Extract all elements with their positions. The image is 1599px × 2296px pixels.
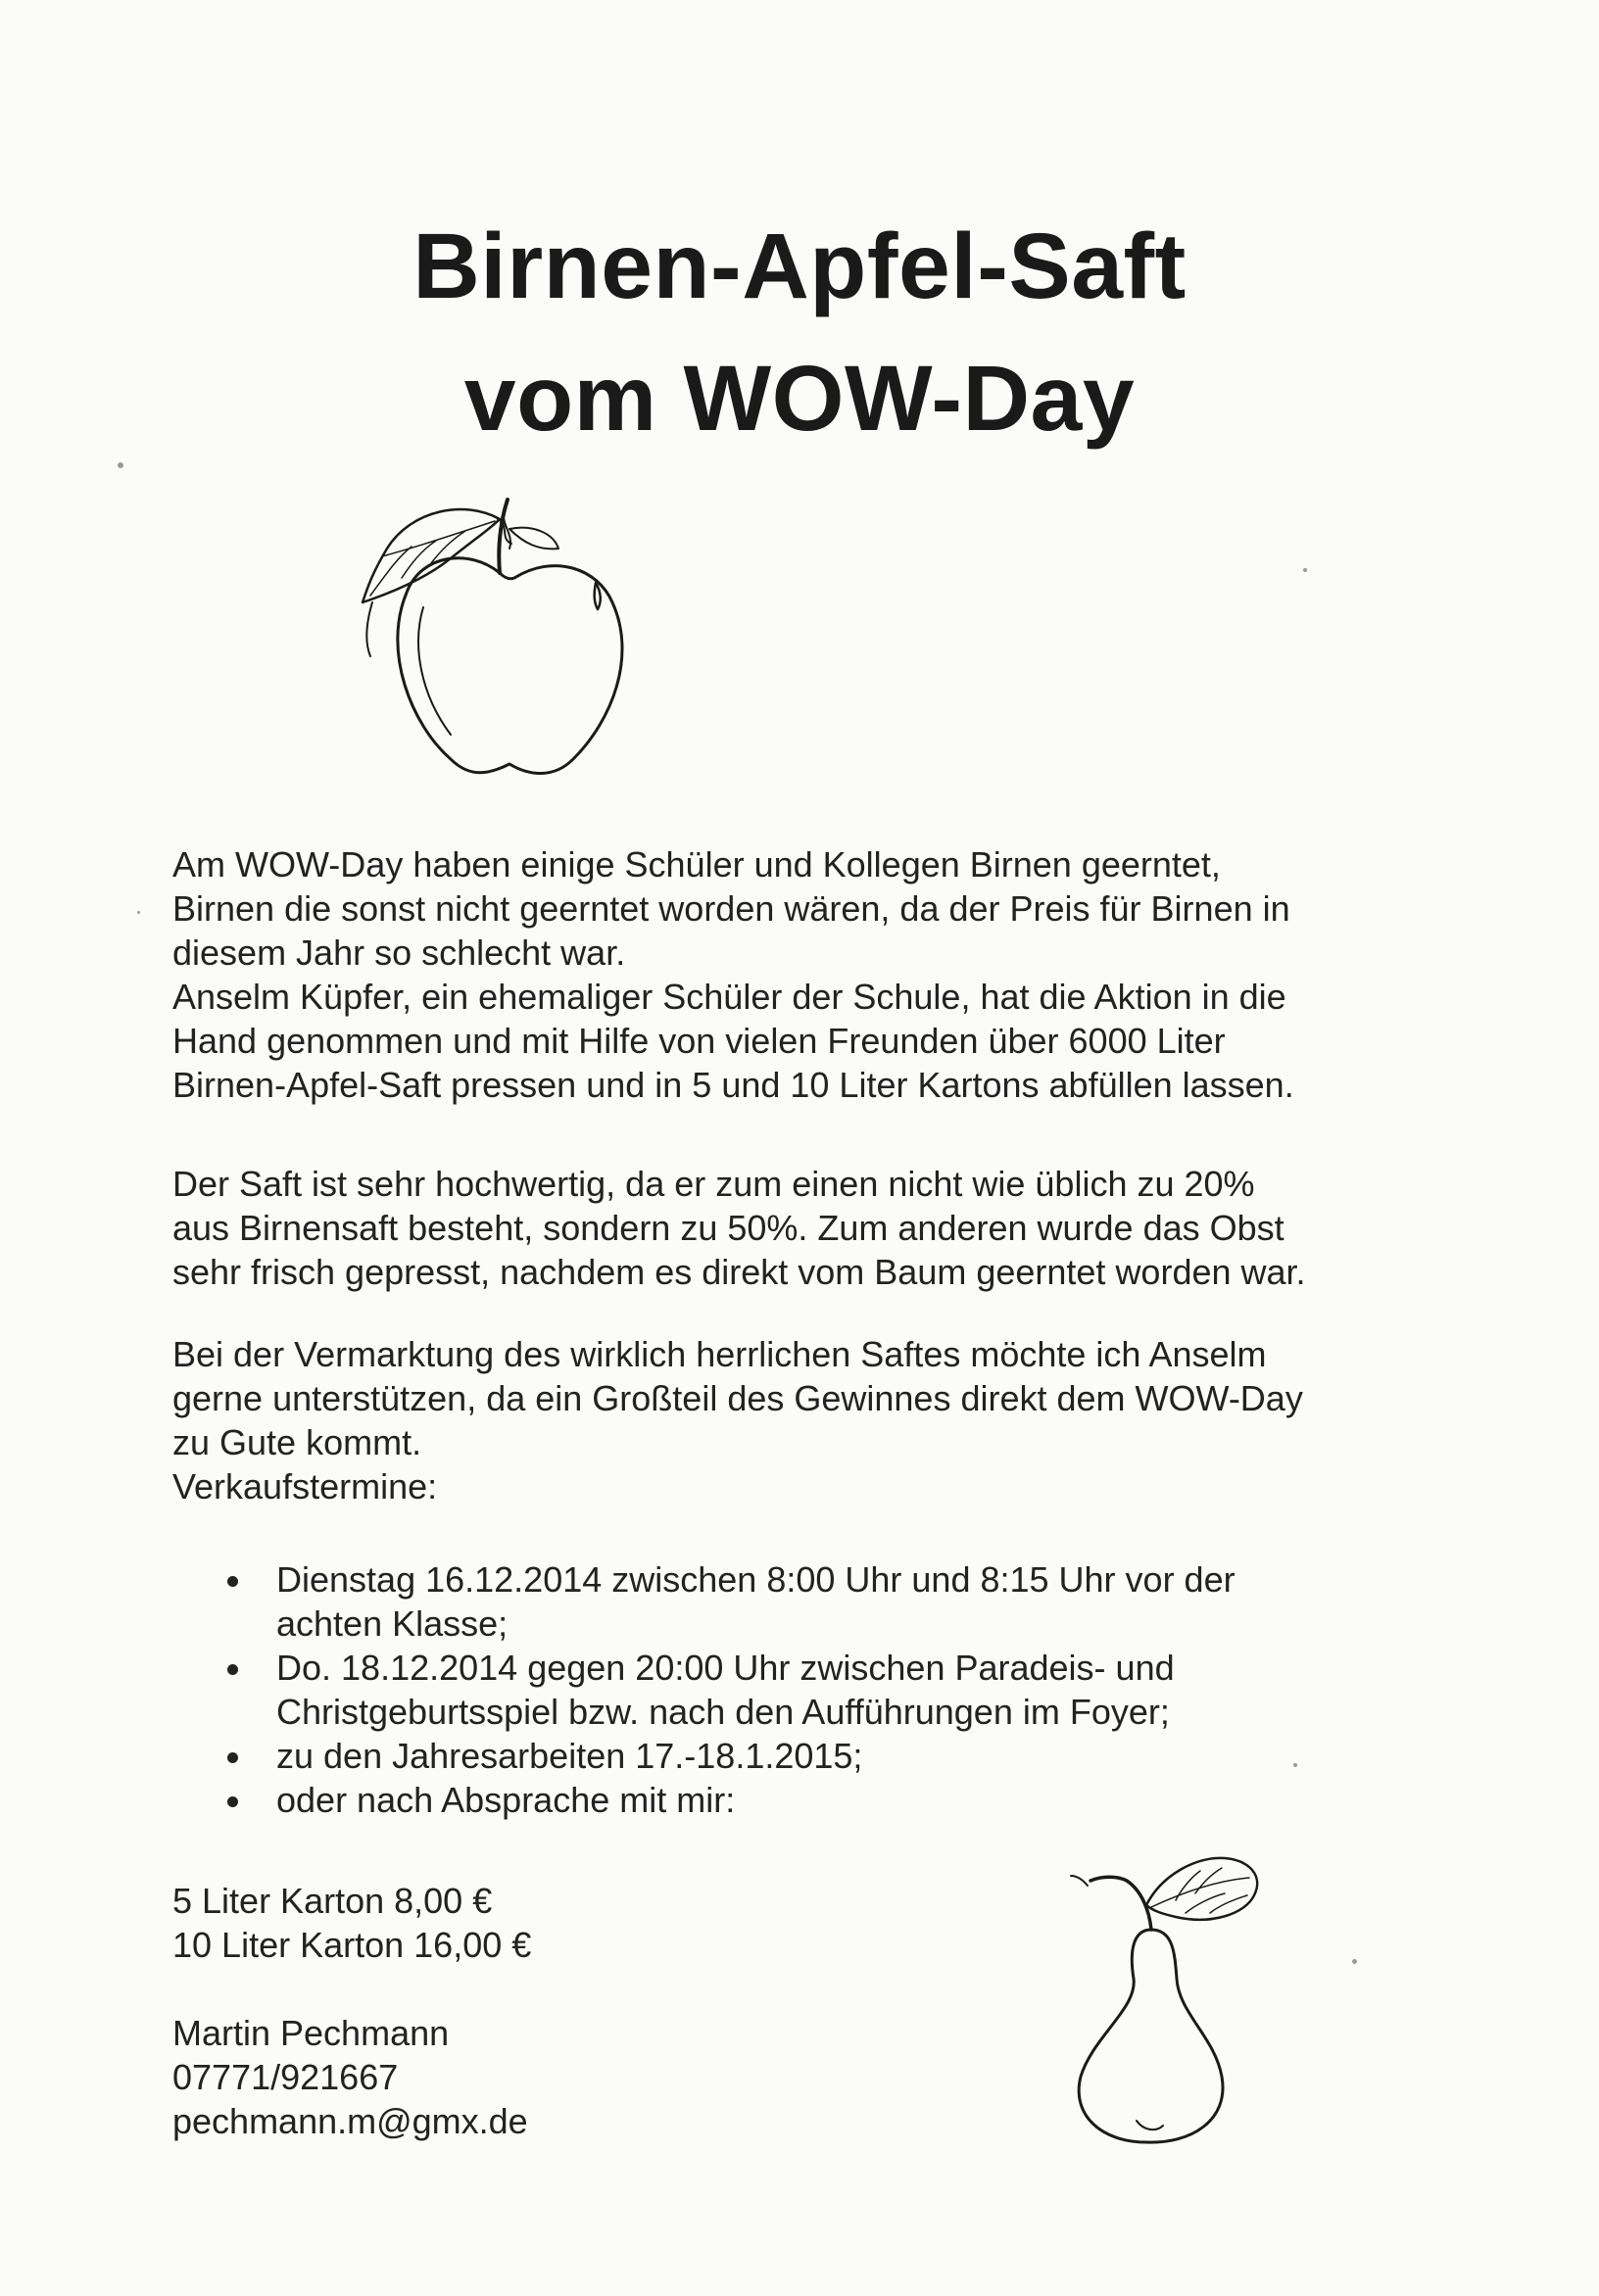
quality-line: sehr frisch gepresst, nachdem es direkt vom Baum geerntet worden war. [172,1252,1306,1292]
contact-phone: 07771/921667 [172,2057,399,2097]
support-line: gerne unterstützen, da ein Großteil des Gewinnes direkt dem WOW-Day [172,1378,1303,1418]
scan-speck [1293,1763,1297,1767]
list-item [221,1778,1378,1822]
scan-speck [1303,568,1307,572]
scan-speck [137,911,140,914]
list-item [221,1557,1378,1646]
flyer-title [0,201,1599,465]
contact-email: pechmann.m@gmx.de [172,2101,528,2141]
price-item: 5 Liter Karton 8,00 € [172,1881,493,1921]
list-item [221,1646,1378,1734]
date-line: oder nach Absprache mit mir: [276,1780,736,1820]
support-line: zu Gute kommt. [172,1422,422,1462]
contact-name: Martin Pechmann [172,2013,450,2053]
quality-line: aus Birnensaft besteht, sondern zu 50%. Zum anderen wurde das Obst [172,1208,1284,1248]
title-line-1: Birnen-Apfel-Saft [412,215,1187,318]
support-paragraph [172,1332,1446,1508]
date-line: Dienstag 16.12.2014 zwischen 8:00 Uhr und 8:15 Uhr vor der [276,1559,1236,1600]
title-line-2: vom WOW-Day [463,347,1136,451]
date-line: achten Klasse; [276,1603,509,1644]
price-item: 10 Liter Karton 16,00 € [172,1925,532,1965]
date-line: Christgeburtsspiel bzw. nach den Aufführungen im Foyer; [276,1692,1170,1732]
date-line: zu den Jahresarbeiten 17.-18.1.2015; [276,1736,863,1776]
date-line: Do. 18.12.2014 gegen 20:00 Uhr zwischen Paradeis- und [276,1648,1175,1688]
list-item [221,1734,1378,1778]
quality-line: Der Saft ist sehr hochwertig, da er zum einen nicht wie üblich zu 20% [172,1164,1255,1204]
intro-line: Birnen-Apfel-Saft pressen und in 5 und 10 Liter Kartons abfüllen lassen. [172,1065,1294,1105]
scan-speck [118,462,123,468]
support-line: Bei der Vermarktung des wirklich herrlichen Saftes möchte ich Anselm [172,1334,1267,1374]
intro-line: diesem Jahr so schlecht war. [172,933,626,973]
quality-paragraph [172,1162,1446,1294]
sales-dates-list [221,1557,1378,1822]
sales-dates-heading: Verkaufstermine: [172,1466,438,1507]
intro-line: Birnen die sonst nicht geerntet worden wären, da der Preis für Birnen in [172,888,1290,929]
intro-paragraph [172,842,1446,1107]
intro-line: Hand genommen und mit Hilfe von vielen Freunden über 6000 Liter [172,1021,1226,1061]
intro-line: Am WOW-Day haben einige Schüler und Kollegen Birnen geerntet, [172,844,1221,885]
apple-drawing-icon [353,480,666,793]
pear-drawing-icon [1053,1837,1279,2150]
intro-line: Anselm Küpfer, ein ehemaliger Schüler der Schule, hat die Aktion in die [172,977,1286,1017]
scan-speck [1352,1959,1357,1964]
